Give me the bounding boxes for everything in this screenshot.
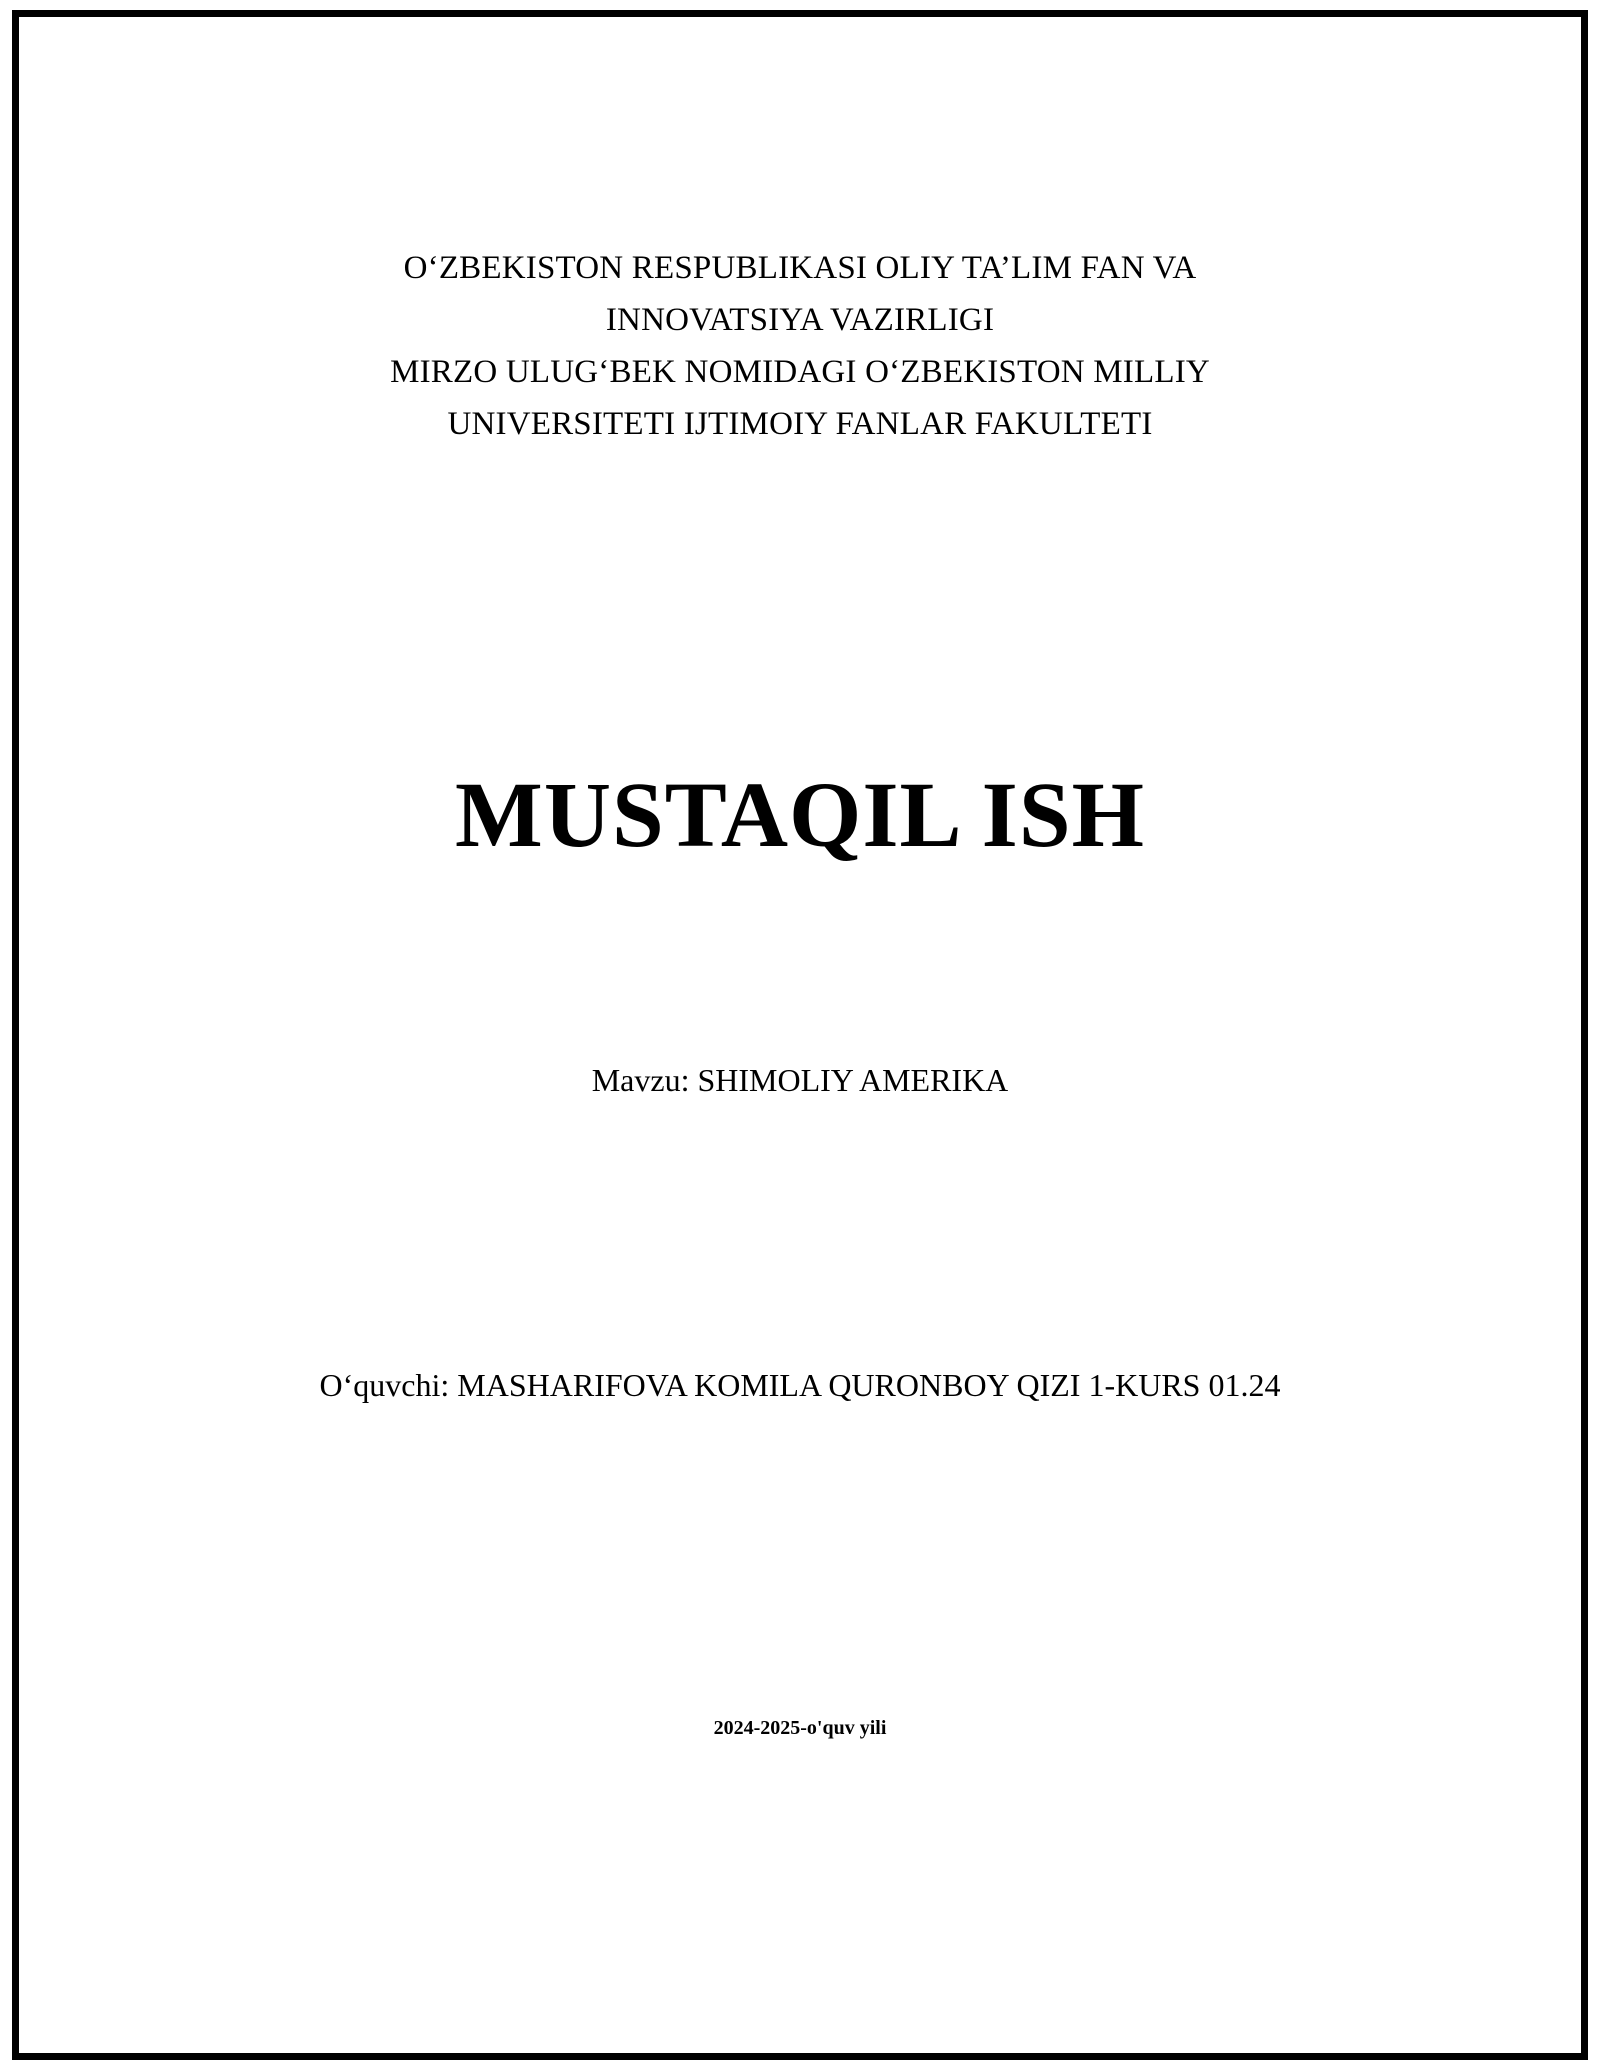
subject-line: Mavzu: SHIMOLIY AMERIKA bbox=[591, 1062, 1009, 1098]
institution-header-line-4: UNIVERSITETI IJTIMOIY FANLAR FAKULTETI bbox=[447, 406, 1153, 442]
institution-header bbox=[19, 242, 1581, 450]
page-title: MUSTAQIL ISH bbox=[455, 764, 1145, 867]
academic-year-line: 2024-2025-o'quv yili bbox=[713, 1717, 887, 1739]
page-border-frame bbox=[12, 10, 1588, 2060]
author-line: O‘quvchi: MASHARIFOVA KOMILA QURONBOY QIZI 1-KURS 01.24 bbox=[319, 1367, 1281, 1403]
page-content-area bbox=[19, 17, 1581, 2053]
institution-header-line-2: INNOVATSIYA VAZIRLIGI bbox=[605, 302, 995, 338]
institution-header-line-3: MIRZO ULUG‘BEK NOMIDAGI O‘ZBEKISTON MILLIY bbox=[390, 354, 1210, 390]
institution-header-line-1: O‘ZBEKISTON RESPUBLIKASI OLIY TA’LIM FAN VA bbox=[403, 250, 1197, 286]
